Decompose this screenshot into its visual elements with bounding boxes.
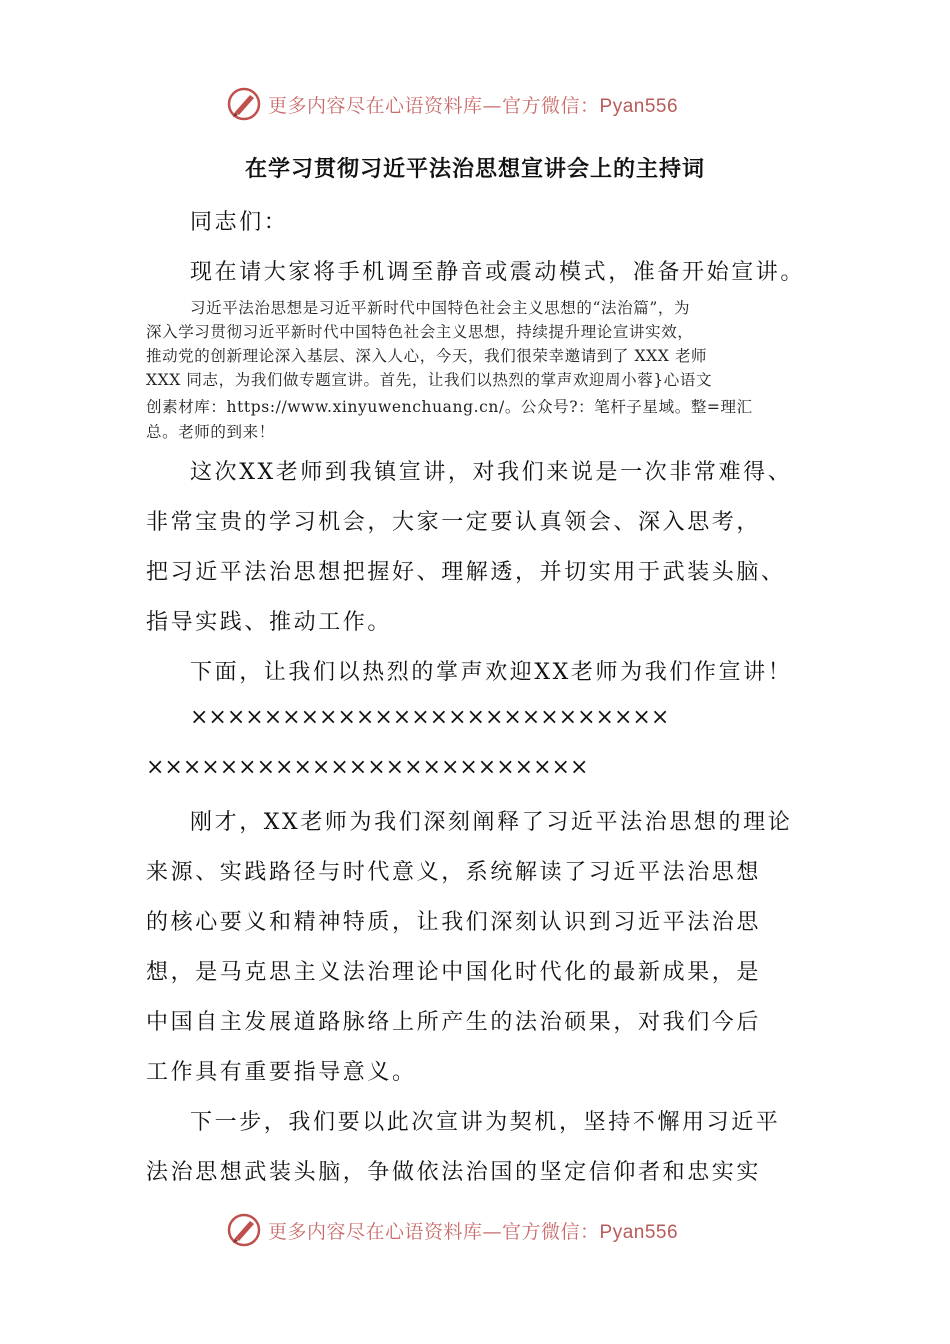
footer-banner: [226, 1210, 746, 1250]
para3-line: 的核心要义和精神特质，让我们深刻认识到习近平法治思: [146, 910, 762, 935]
para1-line: 这次XX老师到我镇宣讲，对我们来说是一次非常难得、: [190, 460, 793, 485]
footer-banner-label: 更多内容尽在心语资料库—官方微信：: [268, 1220, 600, 1243]
para2-line: 下面，让我们以热烈的掌声欢迎XX老师为我们作宣讲！: [190, 660, 793, 685]
intro-line: 总。老师的到来！: [146, 423, 275, 441]
header-banner-text: [268, 91, 678, 118]
para4-line: 下一步，我们要以此次宣讲为契机，坚持不懈用习近平: [190, 1110, 781, 1135]
intro-line: 创素材库：https://www.xinyuwenchuang.cn/。公众号?：笔杆子星域。整=理汇: [146, 398, 753, 416]
para3-line: 中国自主发展道路脉络上所产生的法治硕果，对我们今后: [146, 1010, 762, 1035]
para1-line: 把习近平法治思想把握好、理解透，并切实用于武装头脑、: [146, 560, 786, 585]
notice-line: 现在请大家将手机调至静音或震动模式，准备开始宣讲。: [190, 260, 806, 285]
greeting: 同志们：: [190, 210, 289, 235]
header-banner-label: 更多内容尽在心语资料库—官方微信：: [268, 94, 600, 117]
document-title: 在学习贯彻习近平法治思想宣讲会上的主持词: [244, 157, 705, 182]
placeholder-line: ××××××××××××××××××××××××: [146, 755, 589, 780]
footer-wechat-id: Pyan556: [599, 1221, 679, 1243]
intro-line: 推动党的创新理论深入基层、深入人心，今天，我们很荣幸邀请到了 XXX 老师: [146, 347, 708, 365]
para3-line: 刚才，XX老师为我们深刻阐释了习近平法治思想的理论: [190, 810, 793, 835]
placeholder-line: ××××××××××××××××××××××××××: [190, 705, 670, 730]
pen-logo-icon: [226, 1212, 262, 1248]
para1-line: 非常宝贵的学习机会，大家一定要认真领会、深入思考，: [146, 510, 762, 535]
para3-line: 来源、实践路径与时代意义，系统解读了习近平法治思想: [146, 860, 762, 885]
header-banner: [226, 84, 746, 124]
intro-line: 深入学习贯彻习近平新时代中国特色社会主义思想，持续提升理论宣讲实效，: [146, 323, 694, 341]
para3-line: 想，是马克思主义法治理论中国化时代化的最新成果，是: [146, 960, 762, 985]
header-wechat-id: Pyan556: [599, 95, 679, 117]
intro-line: 习近平法治思想是习近平新时代中国特色社会主义思想的“法治篇”，为: [190, 299, 691, 317]
para3-line: 工作具有重要指导意义。: [146, 1060, 417, 1085]
pen-logo-icon: [226, 86, 262, 122]
para1-line: 指导实践、推动工作。: [146, 610, 393, 635]
footer-banner-text: [268, 1217, 678, 1244]
para4-line: 法治思想武装头脑，争做依法治国的坚定信仰者和忠实实: [146, 1160, 762, 1185]
intro-line: XXX 同志，为我们做专题宣讲。首先，让我们以热烈的掌声欢迎周小蓉}心语文: [146, 371, 713, 389]
